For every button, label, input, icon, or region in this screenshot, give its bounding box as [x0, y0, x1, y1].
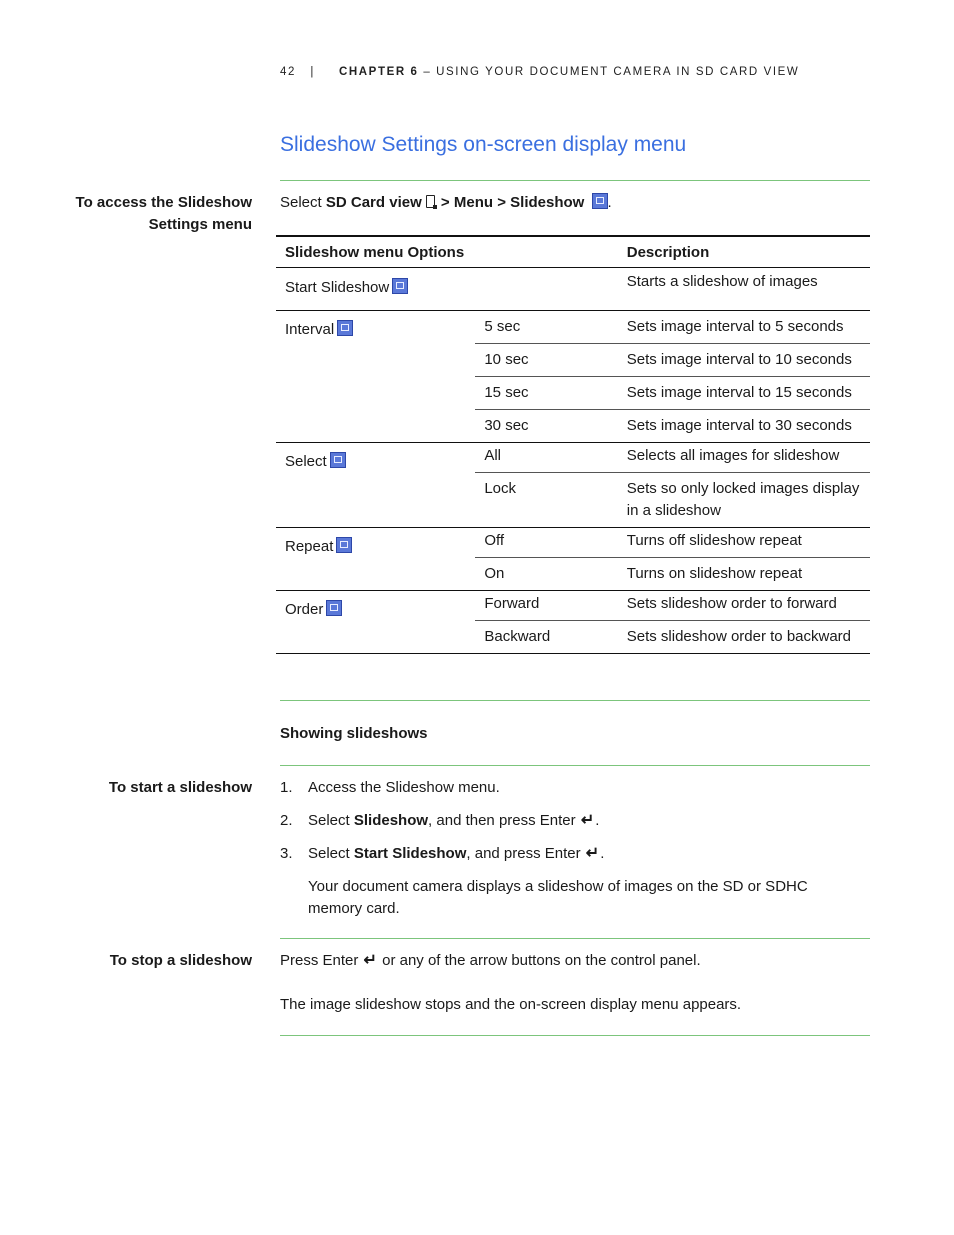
table-row — [276, 268, 870, 311]
description-cell: Sets slideshow order to backward — [618, 621, 870, 654]
section-divider — [280, 180, 870, 181]
header-separator: | — [310, 66, 315, 78]
section-divider — [280, 938, 870, 939]
sd-card-view-label: SD Card view — [325, 194, 422, 211]
value-cell: All — [484, 447, 502, 464]
chapter-label: CHAPTER 6 — [338, 66, 419, 78]
column-header-description: Description — [618, 236, 870, 268]
slideshow-icon — [392, 278, 408, 294]
enter-icon: ↵ — [363, 952, 377, 969]
table-row — [276, 443, 870, 473]
repeat-icon — [336, 537, 352, 553]
running-header — [280, 66, 799, 78]
enter-icon: ↵ — [585, 845, 600, 862]
option-cell: Start Slideshow — [276, 268, 618, 311]
value-cell: Off — [484, 532, 505, 549]
value-cell: 15 sec — [475, 377, 617, 410]
description-cell: Turns off slideshow repeat — [626, 532, 802, 549]
list-item: 3. Select Start Slideshow, and press Enter ↵. — [280, 843, 870, 865]
option-cell: Interval — [276, 311, 475, 443]
value-cell: 10 sec — [475, 344, 617, 377]
value-cell: Backward — [475, 621, 617, 654]
menu-label: Menu — [453, 194, 494, 211]
column-header-options: Slideshow menu Options — [276, 236, 618, 268]
start-steps-list — [280, 777, 870, 920]
table-row — [276, 311, 870, 344]
value-cell: Lock — [475, 473, 617, 528]
value-cell: Forward — [484, 595, 540, 612]
section-heading-showing: Showing slideshows — [280, 725, 428, 742]
table-row — [276, 591, 870, 621]
slideshow-options-table — [276, 235, 870, 654]
description-cell: Sets image interval to 15 seconds — [618, 377, 870, 410]
value-cell: 30 sec — [475, 410, 617, 443]
description-cell: Sets image interval to 30 seconds — [618, 410, 870, 443]
side-heading-start: To start a slideshow — [108, 779, 252, 796]
section-divider — [280, 1035, 870, 1036]
description-cell: Selects all images for slideshow — [626, 447, 840, 464]
side-heading-stop: To stop a slideshow — [109, 952, 252, 969]
start-result: Your document camera displays a slideshow of images on the SD or SDHC memory card. — [308, 878, 808, 917]
list-item: 1. Access the Slideshow menu. — [280, 779, 500, 796]
section-divider — [280, 700, 870, 701]
value-cell: On — [475, 558, 617, 591]
description-cell: Sets image interval to 10 seconds — [618, 344, 870, 377]
description-cell: Sets slideshow order to forward — [626, 595, 837, 612]
option-cell: Select — [276, 443, 475, 528]
page-number: 42 — [280, 66, 296, 78]
enter-icon: ↵ — [580, 812, 595, 829]
select-icon — [330, 452, 346, 468]
side-heading-access: To access the Slideshow Settings menu — [75, 194, 252, 233]
stop-result: The image slideshow stops and the on-screen display menu appears. — [280, 996, 742, 1013]
stop-instruction: Press Enter ↵ or any of the arrow buttons on the control panel. — [280, 950, 701, 972]
table-row — [276, 528, 870, 558]
description-cell: Sets so only locked images display in a slideshow — [618, 473, 870, 528]
section-divider — [280, 765, 870, 766]
access-instruction: Select SD Card view > Menu > Slideshow . — [280, 194, 612, 211]
option-cell: Repeat — [276, 528, 475, 591]
value-cell: 5 sec — [484, 318, 521, 335]
description-cell: Turns on slideshow repeat — [618, 558, 870, 591]
slideshow-label: Slideshow — [510, 194, 585, 211]
option-cell: Order — [276, 591, 475, 654]
order-icon — [326, 600, 342, 616]
list-item: 2. Select Slideshow, and then press Enter ↵. — [280, 810, 870, 832]
sd-card-icon — [426, 195, 435, 208]
chapter-title: – USING YOUR DOCUMENT CAMERA IN SD CARD VIEW — [423, 66, 800, 78]
slideshow-icon — [592, 193, 608, 209]
description-cell: Sets image interval to 5 seconds — [626, 318, 844, 335]
table-header-row — [276, 236, 870, 268]
description-cell: Starts a slideshow of images — [626, 273, 818, 290]
interval-icon — [337, 320, 353, 336]
page-title: Slideshow Settings on-screen display menu — [280, 133, 687, 156]
